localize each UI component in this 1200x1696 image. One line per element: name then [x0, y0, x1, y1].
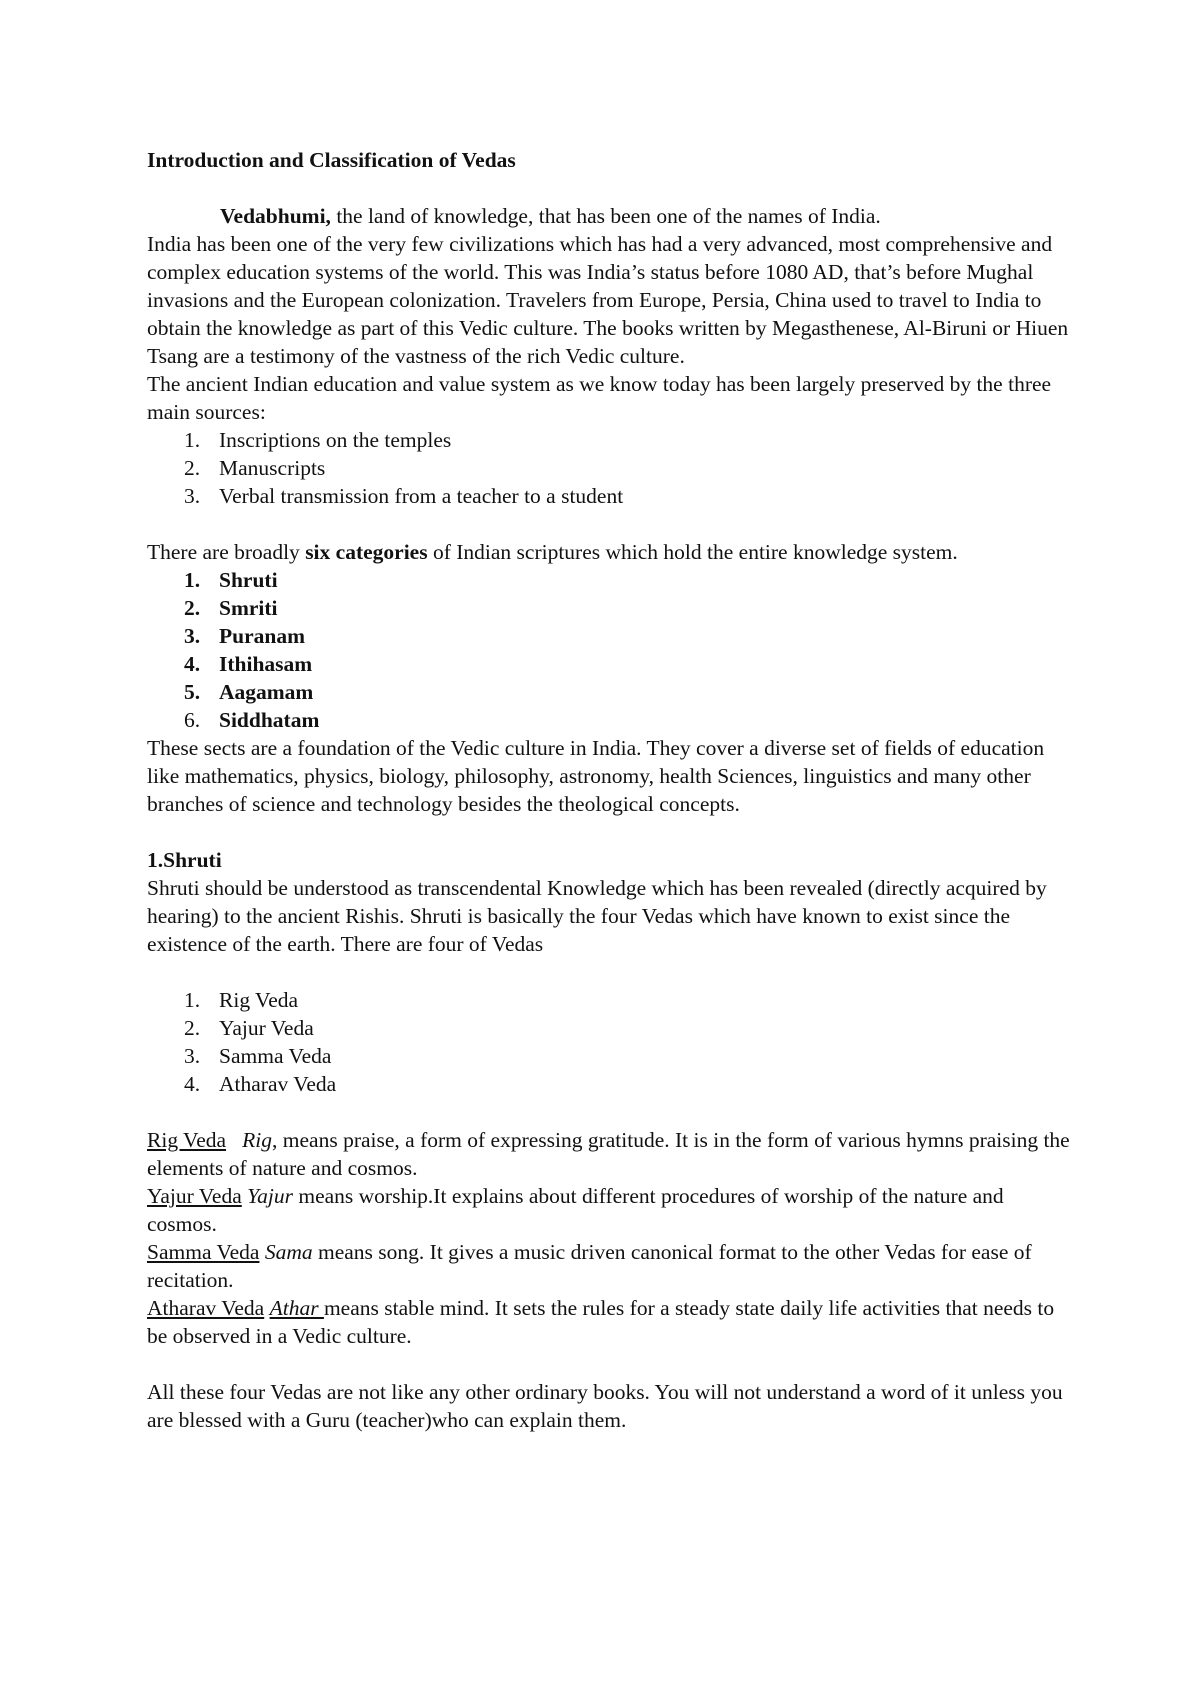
list-text: Rig Veda	[219, 988, 299, 1012]
intro-lead	[147, 202, 1077, 230]
veda-name: Atharav Veda	[147, 1296, 265, 1320]
veda-meaning-text: means worship.It explains about different procedures of worship of the nature and cosmos.	[147, 1184, 1010, 1236]
categories-description: These sects are a foundation of the Vedic culture in India. They cover a diverse set of fields of education like mathematics, physics, biology, philosophy, astronomy, health Sciences, linguistics and many other branches of science and technology besides the theological concepts.	[147, 736, 1045, 816]
veda-meaning-word: Athar	[269, 1296, 324, 1320]
veda-meaning-text: means stable mind. It sets the rules for a steady state daily life activities that needs to be observed in a Vedic culture.	[147, 1296, 1060, 1348]
list-item	[147, 594, 1077, 622]
page-title: Introduction and Classification of Vedas	[147, 148, 516, 172]
list-text: Shruti	[219, 568, 278, 592]
list-text: Siddhatam	[219, 708, 320, 732]
intro-lead-text: the land of knowledge, that has been one of the names of India.	[330, 204, 881, 228]
veda-description-yajur	[147, 1182, 1077, 1238]
veda-meaning-word: Yajur	[247, 1184, 293, 1208]
list-number: 3.	[184, 624, 201, 648]
list-item	[147, 566, 1077, 594]
list-text: Inscriptions on the temples	[219, 428, 452, 452]
sources-intro: The ancient Indian education and value system as we know today has been largely preserved by the three main sources:	[147, 372, 1052, 424]
veda-name: Yajur Veda	[147, 1184, 242, 1208]
list-number: 5.	[184, 680, 201, 704]
veda-description-rig	[147, 1126, 1077, 1182]
categories-intro-bold: six categories	[305, 540, 428, 564]
spacer	[147, 818, 1077, 846]
list-item	[147, 1070, 1077, 1098]
list-number: 2.	[184, 1016, 201, 1040]
list-number: 1.	[184, 988, 201, 1012]
spacer	[147, 1098, 1077, 1126]
list-number: 1.	[184, 568, 201, 592]
list-text: Ithihasam	[219, 652, 313, 676]
categories-list	[147, 566, 1077, 734]
list-item	[147, 426, 1077, 454]
list-text: Smriti	[219, 596, 278, 620]
veda-description-samma	[147, 1238, 1077, 1294]
list-text: Manuscripts	[219, 456, 326, 480]
list-number: 2.	[184, 596, 201, 620]
spacer	[147, 510, 1077, 538]
document-body	[147, 146, 1077, 1434]
list-text: Verbal transmission from a teacher to a student	[219, 484, 624, 508]
intro-paragraph: India has been one of the very few civilizations which has had a very advanced, most comprehensive and complex education systems of the world. This was India’s status before 1080 AD, that’s before Mughal invasions and the European colonization. Travelers from Europe, Persia, China used to travel to India to obtain the knowledge as part of this Vedic culture. The books written by Megasthenese, Al-Biruni or Hiuen Tsang are a testimony of the vastness of the rich Vedic culture.	[147, 232, 1069, 368]
shruti-paragraph: Shruti should be understood as transcendental Knowledge which has been revealed (directly acquired by hearing) to the ancient Rishis. Shruti is basically the four Vedas which have known to exist since the existence of the earth. There are four of Vedas	[147, 876, 1047, 956]
list-item	[147, 678, 1077, 706]
list-text: Yajur Veda	[219, 1016, 314, 1040]
veda-meaning-text: means song. It gives a music driven canonical format to the other Vedas for ease of recitation.	[147, 1240, 1038, 1292]
list-number: 4.	[184, 1072, 201, 1096]
list-text: Atharav Veda	[219, 1072, 337, 1096]
list-number: 2.	[184, 456, 201, 480]
list-item	[147, 454, 1077, 482]
list-number: 6.	[184, 708, 201, 732]
list-text: Aagamam	[219, 680, 314, 704]
list-item	[147, 622, 1077, 650]
list-item	[147, 1014, 1077, 1042]
spacer	[147, 174, 1077, 202]
list-text: Samma Veda	[219, 1044, 332, 1068]
list-number: 3.	[184, 1044, 201, 1068]
veda-meaning-word: Sama	[264, 1240, 313, 1264]
veda-meaning-text: , means praise, a form of expressing gratitude. It is in the form of various hymns praising the elements of nature and cosmos.	[147, 1128, 1076, 1180]
spacer	[147, 958, 1077, 986]
section-heading-shruti: 1.Shruti	[147, 848, 222, 872]
separator	[226, 1128, 242, 1152]
categories-intro	[147, 538, 1077, 566]
list-number: 4.	[184, 652, 201, 676]
veda-name: Samma Veda	[147, 1240, 260, 1264]
categories-intro-text-end: of Indian scriptures which hold the entire knowledge system.	[427, 540, 958, 564]
intro-lead-bold: Vedabhumi,	[220, 204, 331, 228]
list-item	[147, 986, 1077, 1014]
veda-meaning-word: Rig	[242, 1128, 273, 1152]
list-text: Puranam	[219, 624, 305, 648]
veda-name: Rig Veda	[147, 1128, 227, 1152]
closing-paragraph: All these four Vedas are not like any other ordinary books. You will not understand a word of it unless you are blessed with a Guru (teacher)who can explain them.	[147, 1380, 1063, 1432]
list-item	[147, 706, 1077, 734]
veda-description-atharav	[147, 1294, 1077, 1350]
spacer	[147, 1350, 1077, 1378]
categories-intro-text: There are broadly	[147, 540, 306, 564]
list-number: 1.	[184, 428, 201, 452]
vedas-list	[147, 986, 1077, 1098]
list-number: 3.	[184, 484, 201, 508]
list-item	[147, 482, 1077, 510]
list-item	[147, 650, 1077, 678]
list-item	[147, 1042, 1077, 1070]
sources-list	[147, 426, 1077, 510]
